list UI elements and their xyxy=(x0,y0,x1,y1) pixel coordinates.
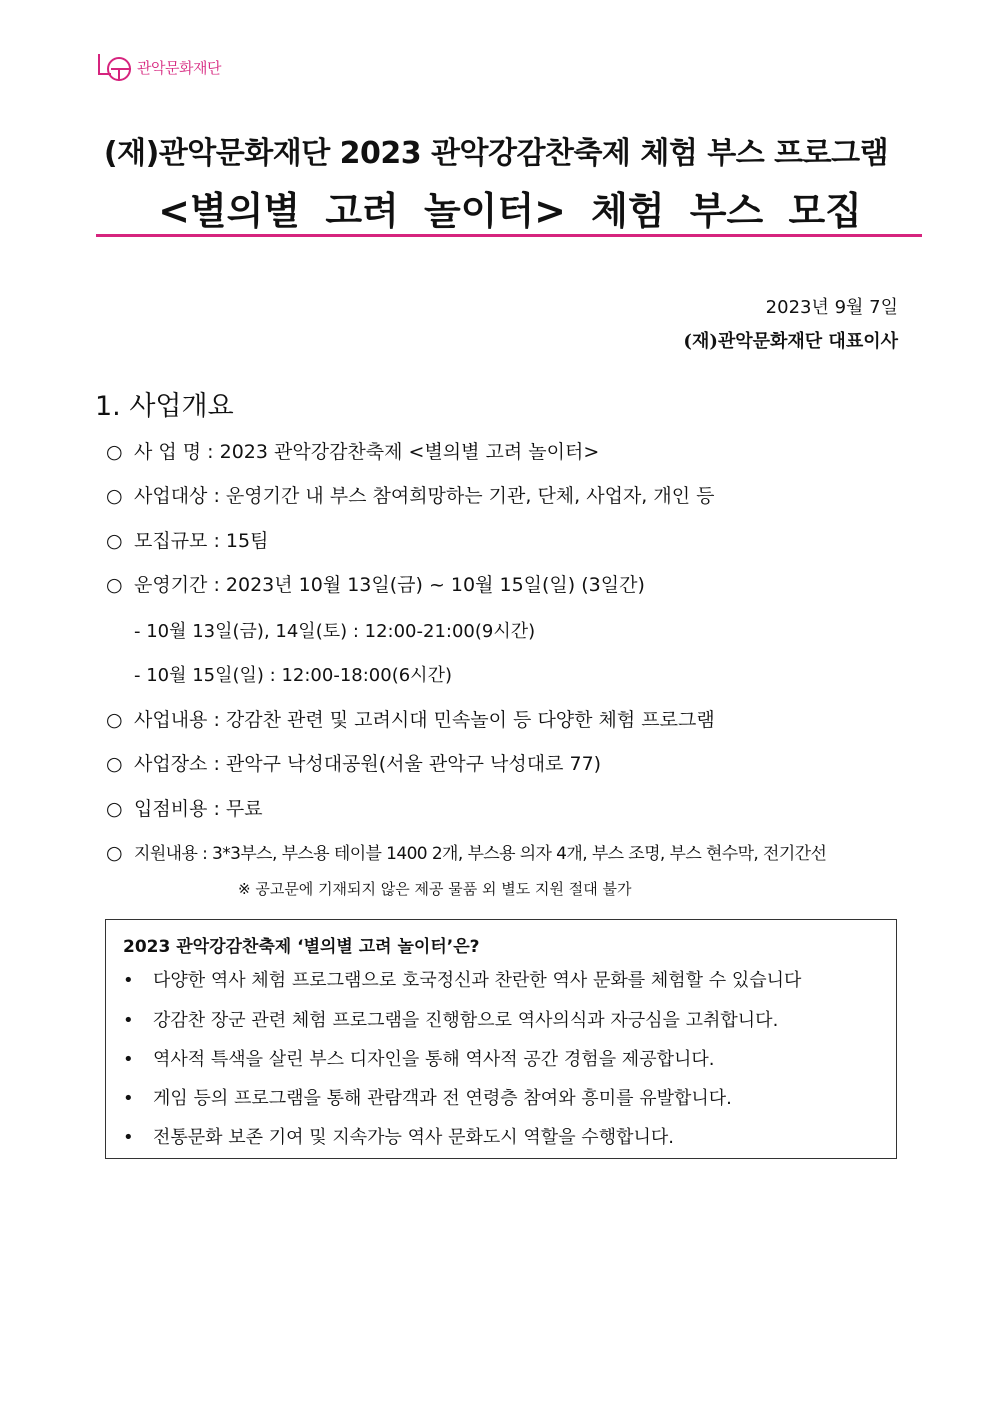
circle-bullet-icon: ○ xyxy=(106,842,122,864)
list-item: ○ 운영기간 : 2023년 10월 13일(금) ~ 10월 15일(일) (3일간) xyxy=(106,570,645,600)
info-box-item: • 강감찬 장군 관련 체험 프로그램을 진행함으로 역사의식과 자긍심을 고취합니다. xyxy=(123,1007,778,1035)
circle-bullet-icon: ○ xyxy=(106,753,123,775)
list-item: ○ 모집규모 : 15팀 xyxy=(106,526,268,556)
bullet-dot-icon: • xyxy=(123,970,134,991)
info-box-item: • 전통문화 보존 기여 및 지속가능 역사 문화도시 역할을 수행합니다. xyxy=(123,1124,674,1152)
circle-bullet-icon: ○ xyxy=(106,574,123,596)
page-subtitle: <별의별 고려 놀이터> 체험 부스 모집 xyxy=(158,189,862,233)
list-item: ○ 사업내용 : 강감찬 관련 및 고려시대 민속놀이 등 다양한 체험 프로그램 xyxy=(106,705,715,735)
circle-bullet-icon: ○ xyxy=(106,798,123,820)
schedule-sub-item: - 10월 15일(일) : 12:00-18:00(6시간) xyxy=(134,665,452,686)
issue-date: 2023년 9월 7일 xyxy=(765,297,898,318)
circle-bullet-icon: ○ xyxy=(106,441,123,463)
list-item: ○ 지원내용 : 3*3부스, 부스용 테이블 1400 2개, 부스용 의자 4개, 부스 조명, 부스 현수막, 전기간선 xyxy=(106,838,826,868)
circle-bullet-icon: ○ xyxy=(106,485,123,507)
bullet-dot-icon: • xyxy=(123,1088,134,1109)
section-title: 1. 사업개요 xyxy=(95,391,234,422)
list-item: ○ 사업장소 : 관악구 낙성대공원(서울 관악구 낙성대로 77) xyxy=(106,749,601,779)
list-item: ○ 사업대상 : 운영기간 내 부스 참여희망하는 기관, 단체, 사업자, 개인 등 xyxy=(106,481,714,511)
info-box-title: 2023 관악강감찬축제 ‘별의별 고려 놀이터’은? xyxy=(123,937,480,957)
logo-text: 관악문화재단 xyxy=(137,58,221,77)
info-box-item: • 다양한 역사 체험 프로그램으로 호국정신과 찬란한 역사 문화를 체험할 수 있습니다 xyxy=(123,967,801,995)
bullet-dot-icon: • xyxy=(123,1010,134,1031)
circle-bullet-icon: ○ xyxy=(106,530,123,552)
support-note: ※ 공고문에 기재되지 않은 제공 물품 외 별도 지원 절대 불가 xyxy=(238,880,632,898)
page-title: (재)관악문화재단 2023 관악강감찬축제 체험 부스 프로그램 xyxy=(103,136,889,171)
bullet-dot-icon: • xyxy=(123,1127,134,1148)
logo xyxy=(97,50,221,84)
list-item: ○ 입점비용 : 무료 xyxy=(106,794,263,824)
schedule-sub-item: - 10월 13일(금), 14일(토) : 12:00-21:00(9시간) xyxy=(134,621,536,642)
title-divider xyxy=(96,234,922,237)
circle-bullet-icon: ○ xyxy=(106,709,123,731)
info-box xyxy=(105,919,897,1159)
list-item: ○ 사 업 명 : 2023 관악강감찬축제 <별의별 고려 놀이터> xyxy=(106,437,599,467)
info-box-item: • 게임 등의 프로그램을 통해 관람객과 전 연령층 참여와 흥미를 유발합니다. xyxy=(123,1085,732,1113)
logo-mark-icon xyxy=(97,50,133,84)
info-box-item: • 역사적 특색을 살린 부스 디자인을 통해 역사적 공간 경험을 제공합니다. xyxy=(123,1046,714,1074)
issuer: (재)관악문화재단 대표이사 xyxy=(683,331,898,352)
bullet-dot-icon: • xyxy=(123,1049,134,1070)
